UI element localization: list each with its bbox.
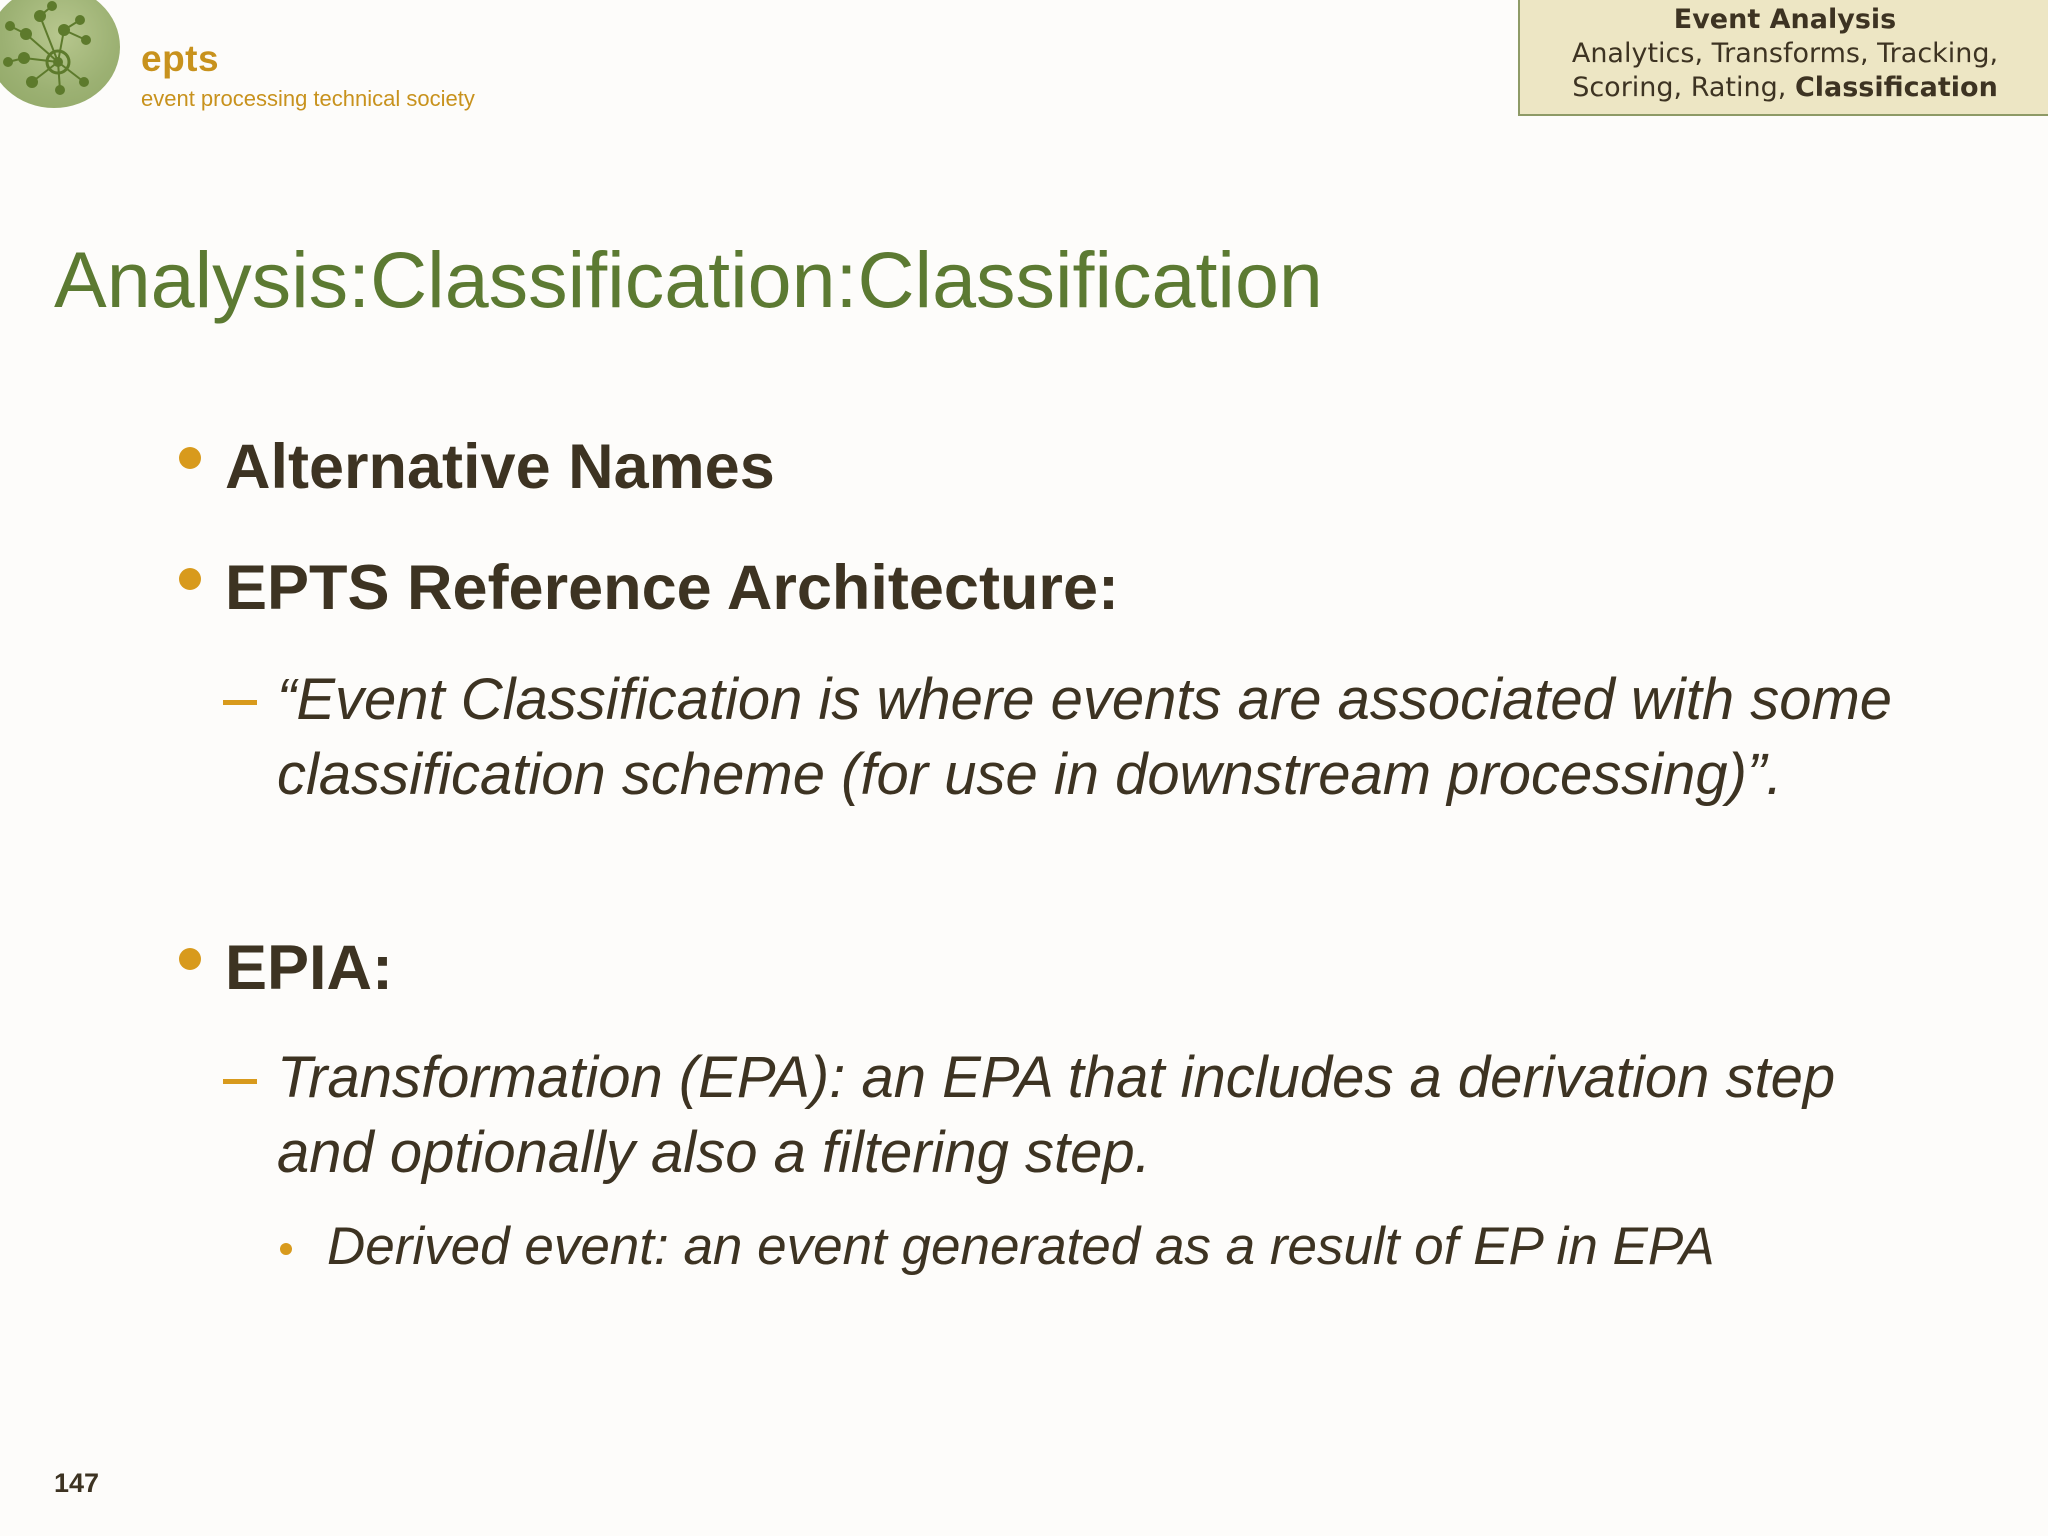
bullet-epts-reference-architecture: EPTS Reference Architecture:: [225, 553, 1119, 623]
bullet-dot-icon: [179, 447, 201, 469]
nav-topics-line2: [1520, 72, 2048, 103]
epia-derived-event-definition: Derived event: an event generated as a result of EP in EPA: [327, 1217, 1715, 1276]
page-number: 147: [54, 1468, 100, 1498]
nav-topics-line2-prefix: Scoring, Rating,: [1572, 72, 1795, 103]
bullet-dot-icon: [179, 568, 201, 590]
nav-title: Event Analysis: [1673, 4, 1897, 35]
nav-current-topic: Classification: [1794, 72, 1998, 103]
slide-title: Analysis:Classification:Classification: [54, 235, 1323, 324]
bullet-dot-icon: [179, 948, 201, 970]
logo-wordmark: epts: [141, 38, 220, 79]
epia-transformation-definition: Transformation (EPA): an EPA that includes a derivation step and optionally also a filtering step.: [277, 1045, 1836, 1185]
small-bullet-icon: [280, 1243, 292, 1255]
epts-classification-quote: “Event Classification is where events are associated with some classification scheme (for use in downstream processing)”.: [277, 667, 1893, 807]
section-nav-box: [1518, 0, 2048, 116]
dash-bullet-icon: [223, 1079, 257, 1084]
bullet-epia: EPIA:: [225, 933, 394, 1003]
epts-logo-icon: [0, 0, 120, 108]
logo-tagline: event processing technical society: [141, 86, 475, 111]
bullet-alternative-names: Alternative Names: [225, 432, 775, 502]
dash-bullet-icon: [223, 700, 257, 705]
nav-topics-line1: Analytics, Transforms, Tracking,: [1571, 38, 1999, 69]
